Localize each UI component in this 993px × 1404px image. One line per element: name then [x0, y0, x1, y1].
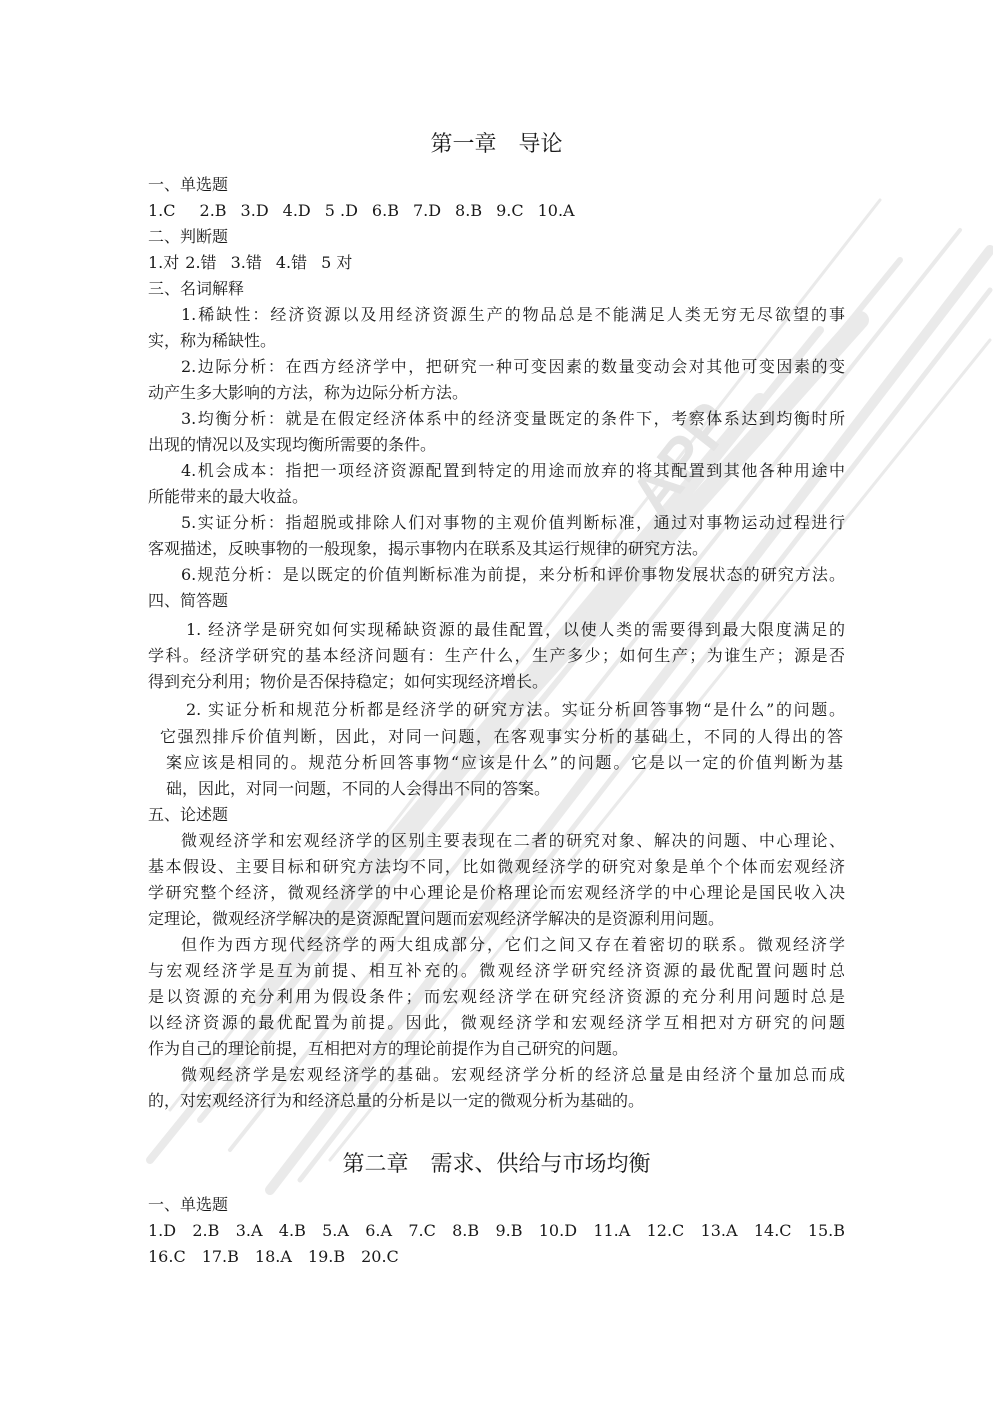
short-answer-2-cont: 案应该是相同的。规范分析回答事物“应该是什么”的问题。它是以一定的价值判断为基: [166, 753, 843, 772]
short-answer-1: 1. 经济学是研究如何实现稀缺资源的最佳配置，以使人类的需要得到最大限度满足的: [186, 620, 845, 639]
answer: 18.A: [254, 1247, 292, 1266]
answer: 4.错: [275, 253, 308, 272]
term-scarcity: 1.稀缺性：经济资源以及用经济资源生产的物品总是不能满足人类无穷无尽欲望的事: [181, 305, 845, 324]
answer: 20.C: [361, 1247, 399, 1266]
watermark-text: APP: [617, 389, 747, 529]
answer: 9.C: [496, 201, 524, 220]
term-scarcity-cont: 实，称为稀缺性。: [148, 331, 277, 350]
essay-line: 与宏观经济学是互为前提、相互补充的。微观经济学研究经济资源的最优配置问题时总: [148, 961, 845, 980]
section-heading-short-answer: 四、简答题: [148, 591, 229, 610]
term-opportunity-cost-cont: 所能带来的最大收益。: [148, 487, 309, 506]
term-equilibrium-analysis: 3.均衡分析：就是在假定经济体系中的经济变量既定的条件下，考察体系达到均衡时所: [181, 409, 845, 428]
true-false-answers: [148, 253, 845, 273]
essay-line: 微观经济学是宏观经济学的基础。宏观经济学分析的经济总量是由经济个量加总而成: [181, 1065, 845, 1084]
single-choice-answers-row-2: [148, 1247, 845, 1267]
term-equilibrium-analysis-cont: 出现的情况以及实现均衡所需要的条件。: [148, 435, 437, 454]
short-answer-2-cont: 它强烈排斥价值判断，因此，对同一问题，在客观事实分析的基础上，不同的人得出的答: [160, 727, 843, 746]
answer: 4.B: [278, 1221, 306, 1240]
essay-line: 定理论，微观经济学解决的是资源配置问题而宏观经济学解决的是资源利用问题。: [148, 909, 725, 928]
single-choice-answers: [148, 201, 845, 221]
answer: 10.D: [538, 1221, 578, 1240]
essay-line: 作为自己的理论前提，互相把对方的理论前提作为自己研究的问题。: [148, 1039, 629, 1058]
answer: 5 对: [321, 253, 353, 272]
answer: 3.D: [240, 201, 269, 220]
essay-line: 的，对宏观经济行为和经济总量的分析是以一定的微观分析为基础的。: [148, 1091, 645, 1110]
answer: 7.D: [412, 201, 442, 220]
answer: 16.C: [148, 1247, 186, 1266]
answer: 12.C: [646, 1221, 685, 1240]
essay-line: 微观经济学和宏观经济学的区别主要表现在二者的研究对象、解决的问题、中心理论、: [181, 831, 845, 850]
answer: 8.B: [455, 201, 483, 220]
answer: 3.错: [230, 253, 262, 272]
term-opportunity-cost: 4.机会成本：指把一项经济资源配置到特定的用途而放弃的将其配置到其他各种用途中: [181, 461, 845, 480]
answer: 14.C: [753, 1221, 792, 1240]
chapter-1-title: 第一章 导论: [430, 132, 563, 157]
answer: 4.D: [282, 201, 311, 220]
answer: 5 .D: [324, 201, 358, 220]
answer: 2.B: [199, 201, 227, 220]
short-answer-1-cont: 得到充分利用；物价是否保持稳定；如何实现经济增长。: [148, 672, 549, 691]
answer: 6.A: [365, 1221, 393, 1240]
answer: 3.A: [235, 1221, 263, 1240]
answer: 11.A: [593, 1221, 631, 1240]
section-heading-essay: 五、论述题: [148, 805, 229, 824]
term-positive-analysis-cont: 客观描述，反映事物的一般现象，揭示事物内在联系及其运行规律的研究方法。: [148, 539, 709, 558]
section-heading-terms: 三、名词解释: [148, 279, 245, 298]
answer: 9.B: [495, 1221, 523, 1240]
term-positive-analysis: 5.实证分析：指超脱或排除人们对事物的主观价值判断标准，通过对事物运动过程进行: [181, 513, 845, 532]
answer: 1.D: [148, 1221, 177, 1240]
section-heading-true-false: 二、判断题: [148, 227, 229, 246]
answer: 6.B: [371, 201, 399, 220]
section-heading-single-choice: 一、单选题: [148, 175, 229, 194]
answer: 8.B: [452, 1221, 480, 1240]
section-heading-single-choice: 一、单选题: [148, 1195, 229, 1214]
term-marginal-analysis: 2.边际分析：在西方经济学中，把研究一种可变因素的数量变动会对其他可变因素的变: [181, 357, 845, 376]
essay-line: 是以资源的充分利用为假设条件；而宏观经济学在研究经济资源的充分利用问题时总是: [148, 987, 845, 1006]
answer: 13.A: [700, 1221, 738, 1240]
answer: 17.B: [201, 1247, 239, 1266]
short-answer-2-cont: 础，因此，对同一问题，不同的人会得出不同的答案。: [166, 779, 551, 798]
answer: 5.A: [322, 1221, 349, 1240]
answer: 19.B: [307, 1247, 346, 1266]
answer: 2.B: [192, 1221, 220, 1240]
term-normative-analysis: 6.规范分析：是以既定的价值判断标准为前提，来分析和评价事物发展状态的研究方法。: [181, 565, 845, 584]
answer: 7.C: [408, 1221, 436, 1240]
answer: 10.A: [537, 201, 575, 220]
essay-line: 基本假设、主要目标和研究方法均不同，比如微观经济学的研究对象是单个个体而宏观经济: [148, 857, 845, 876]
essay-line: 但作为西方现代经济学的两大组成部分，它们之间又存在着密切的联系。微观经济学: [181, 935, 845, 954]
essay-line: 学研究整个经济，微观经济学的中心理论是价格理论而宏观经济学的中心理论是国民收入决: [148, 883, 845, 902]
short-answer-1-cont: 学科。经济学研究的基本经济问题有：生产什么，生产多少；如何生产；为谁生产；源是否: [148, 646, 845, 665]
short-answer-2: 2. 实证分析和规范分析都是经济学的研究方法。实证分析回答事物“是什么”的问题。: [186, 700, 845, 719]
chapter-2-title: 第二章 需求、供给与市场均衡: [342, 1152, 651, 1177]
term-marginal-analysis-cont: 动产生多大影响的方法，称为边际分析方法。: [148, 383, 469, 402]
answer: 1.对: [148, 253, 180, 272]
answer: 2.错: [185, 253, 217, 272]
single-choice-answers-row-1: [148, 1221, 845, 1241]
answer: 1.C: [148, 201, 176, 220]
essay-line: 以经济资源的最优配置为前提。因此，微观经济学和宏观经济学互相把对方研究的问题: [148, 1013, 845, 1032]
answer: 15.B: [807, 1221, 846, 1240]
